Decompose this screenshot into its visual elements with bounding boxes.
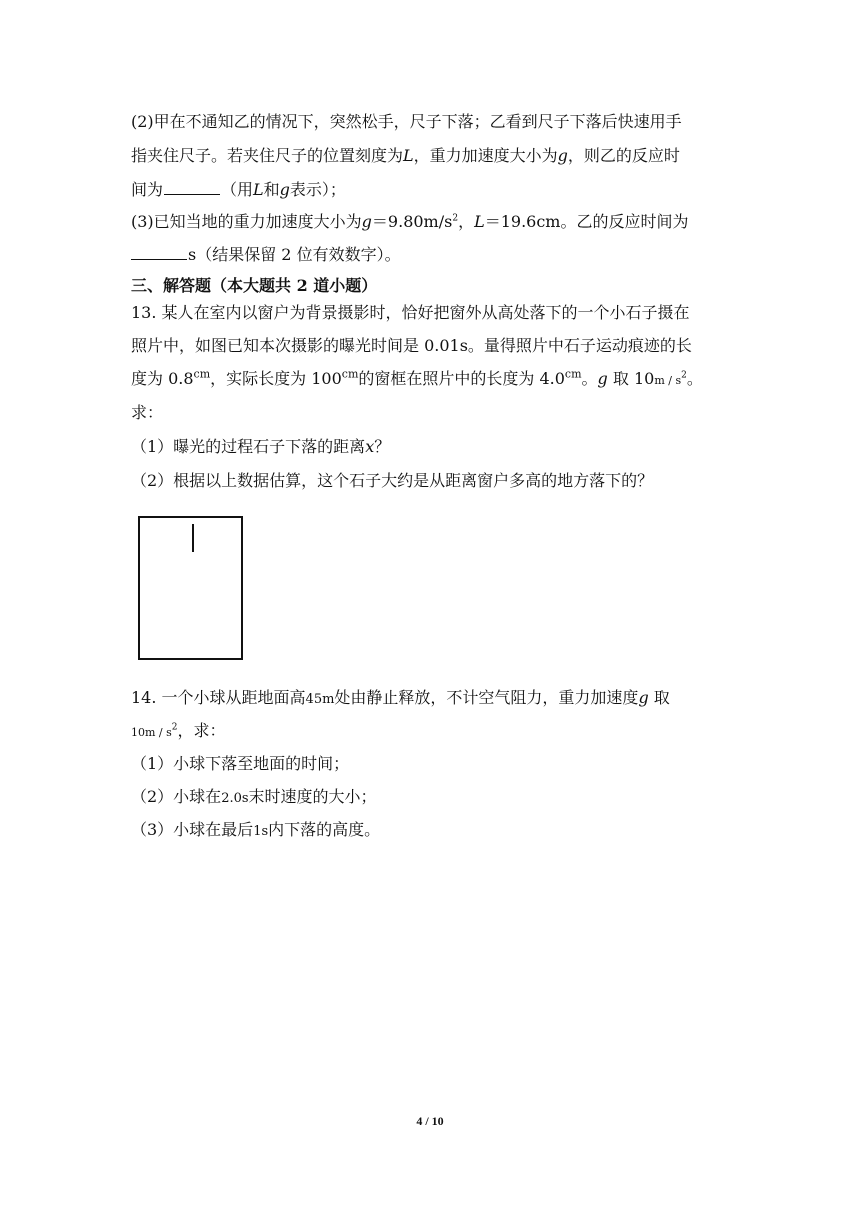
- superscript-2: 2: [452, 213, 459, 224]
- q14-text-1a: 14. 一个小球从距地面高: [131, 688, 306, 707]
- q12-part2-text-f: 和: [263, 180, 280, 199]
- q13-text-3a: 度为 0.8: [131, 369, 194, 388]
- q12-part2-text-d: 间为: [131, 180, 164, 199]
- q14-sub3-text-b: 内下落的高度。: [268, 820, 381, 839]
- variable-L: L: [403, 146, 414, 165]
- q14-last-second-value: 1s: [253, 824, 269, 839]
- q13-text-3c: 的窗框在照片中的长度为 4.0: [358, 369, 565, 388]
- q12-part2-text: (2)甲在不通知乙的情况下，突然松手，尺子下落；乙看到尺子下落后快速用手: [131, 112, 682, 131]
- q14-height-value: 45m: [305, 692, 335, 707]
- q13-sub2-text: （2）根据以上数据估算，这个石子大约是从距离窗户多高的地方落下的？: [131, 471, 654, 490]
- q12-part2-line1: [131, 112, 682, 132]
- q12-part2-text-g: 表示）；: [289, 180, 346, 199]
- q14-text-1c: 取: [648, 688, 670, 707]
- unit-cm: cm: [341, 367, 359, 381]
- q13-text-3f: 。: [686, 369, 703, 388]
- section-heading-text: 三、解答题（本大题共 2 道小题）: [131, 276, 378, 295]
- q13-line1: [131, 303, 690, 323]
- q13-text-2: 照片中，如图已知本次摄影的曝光时间是 0.01s。量得照片中石子运动痕迹的长: [131, 336, 692, 355]
- q13-line4: [131, 403, 163, 423]
- variable-x: x: [365, 437, 375, 456]
- q12-part2-text-c: ，则乙的反应时: [567, 146, 680, 165]
- q13-line3: [131, 369, 703, 391]
- q13-line2: [131, 336, 692, 356]
- q14-sub1-text: （1）小球下落至地面的时间；: [131, 754, 350, 773]
- superscript-2: 2: [171, 722, 178, 733]
- unit-cm: cm: [193, 367, 211, 381]
- q13-subquestion-2: [131, 471, 653, 491]
- q14-sub3-text-a: （3）小球在最后: [131, 820, 254, 839]
- variable-g: g: [557, 146, 568, 165]
- superscript-2: 2: [681, 370, 687, 381]
- q12-part2-line3: [131, 180, 346, 200]
- q14-subquestion-1: [131, 754, 349, 774]
- q12-part3-text-a: (3)已知当地的重力加速度大小为: [131, 212, 362, 231]
- q14-sub2-text-b: 末时速度的大小；: [248, 787, 377, 806]
- q13-text-3d: 。: [581, 369, 598, 388]
- q13-sub1-text: （1）曝光的过程石子下落的距离: [131, 437, 366, 456]
- q14-text-1b: 处由静止释放，不计空气阻力，重力加速度: [334, 688, 639, 707]
- q12-part3-text-d: s（结果保留 2 位有效数字）。: [188, 245, 401, 264]
- variable-g: g: [279, 180, 290, 199]
- q12-part3-text-b: ，: [458, 212, 475, 231]
- q12-part3-text-c: ＝19.6cm。乙的反应时间为: [484, 212, 689, 231]
- page-number: 4 / 10: [416, 1114, 444, 1128]
- q13-text-3b: ，实际长度为 100: [210, 369, 342, 388]
- q13-text-4: 求：: [131, 403, 164, 422]
- window-frame-figure: [138, 516, 243, 660]
- unit-m-per-s2: 10m / s: [131, 726, 172, 739]
- q12-part2-text-e: （用: [221, 180, 254, 199]
- q12-part3-line1: [131, 212, 688, 232]
- answer-blank-reaction-time-value[interactable]: [131, 245, 187, 260]
- q13-text-1: 13. 某人在室内以窗户为背景摄影时，恰好把窗外从高处落下的一个小石子摄在: [131, 303, 690, 322]
- q14-time-value: 2.0s: [221, 791, 249, 806]
- variable-L: L: [474, 212, 485, 231]
- q12-part3-line2: [131, 245, 401, 265]
- q14-line2: [131, 721, 226, 743]
- section-heading: [131, 276, 377, 296]
- q12-part2-text-a: 指夹住尺子。若夹住尺子的位置刻度为: [131, 146, 404, 165]
- q14-text-2: ，求：: [177, 721, 226, 740]
- unit-m-per-s2: m / s: [654, 374, 682, 387]
- q14-subquestion-3: [131, 820, 380, 842]
- q13-subquestion-1: [131, 437, 390, 457]
- q12-part2-line2: [131, 146, 680, 166]
- variable-L: L: [253, 180, 264, 199]
- variable-g: g: [361, 212, 372, 231]
- q13-text-3e: 取 10: [607, 369, 655, 388]
- q14-sub2-text-a: （2）小球在: [131, 787, 222, 806]
- answer-blank-reaction-time-formula[interactable]: [164, 180, 220, 195]
- q14-line1: [131, 688, 670, 710]
- stone-trace-mark: [192, 524, 194, 552]
- variable-g: g: [638, 688, 649, 707]
- q12-part2-text-b: ，重力加速度大小为: [413, 146, 558, 165]
- q13-sub1-question-mark: ？: [374, 437, 391, 456]
- unit-cm: cm: [564, 367, 582, 381]
- q14-subquestion-2: [131, 787, 377, 809]
- q12-part3-g-value: ＝9.80m/s: [371, 212, 453, 231]
- variable-g: g: [597, 369, 608, 388]
